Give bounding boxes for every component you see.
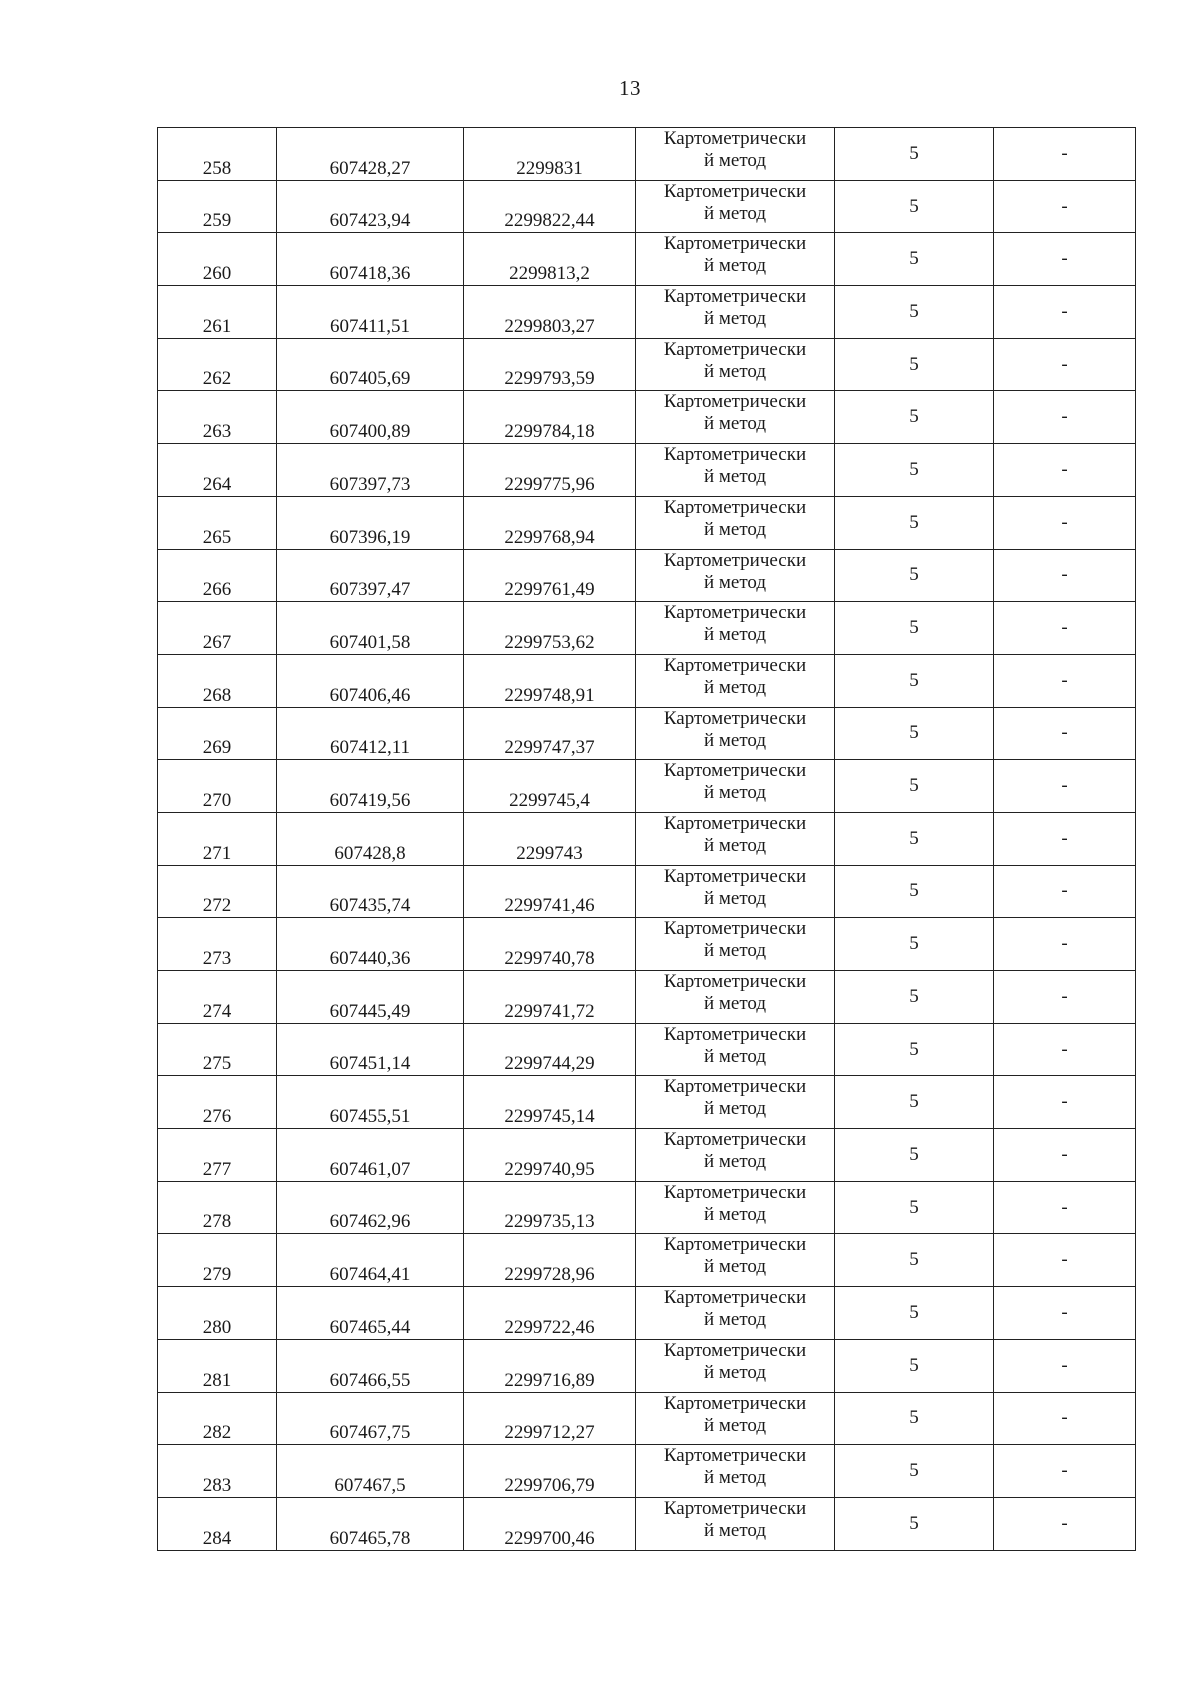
table-row — [158, 496, 1136, 549]
x-coordinate-cell: 607455,51 — [277, 1076, 464, 1129]
table-row — [158, 865, 1136, 918]
method-cell — [636, 233, 835, 286]
accuracy-cell: 5 — [835, 496, 994, 549]
note-cell: - — [994, 1445, 1136, 1498]
x-coordinate-cell: 607464,41 — [277, 1234, 464, 1287]
x-coordinate-cell: 607462,96 — [277, 1181, 464, 1234]
table-row — [158, 1392, 1136, 1445]
note-cell: - — [994, 286, 1136, 339]
x-coordinate-cell: 607401,58 — [277, 602, 464, 655]
method-line-1: Картометрически — [663, 1392, 807, 1414]
method-line-2: й метод — [703, 466, 767, 488]
method-line-2: й метод — [703, 1467, 767, 1489]
method-cell — [636, 1181, 835, 1234]
note-cell: - — [994, 1076, 1136, 1129]
accuracy-cell: 5 — [835, 1445, 994, 1498]
method-cell — [636, 1129, 835, 1182]
x-coordinate-cell: 607418,36 — [277, 233, 464, 286]
y-coordinate-cell: 2299747,37 — [464, 707, 636, 760]
coordinates-table-body — [158, 128, 1136, 1551]
table-row — [158, 1234, 1136, 1287]
point-number-cell: 261 — [158, 286, 277, 339]
method-line-1: Картометрически — [663, 654, 807, 676]
method-line-1: Картометрически — [663, 391, 807, 413]
x-coordinate-cell: 607396,19 — [277, 496, 464, 549]
method-line-1: Картометрически — [663, 1023, 807, 1045]
table-row — [158, 286, 1136, 339]
method-line-2: й метод — [703, 150, 767, 171]
method-line-2: й метод — [703, 1414, 767, 1436]
note-cell: - — [994, 338, 1136, 391]
table-row — [158, 180, 1136, 233]
accuracy-cell: 5 — [835, 1497, 994, 1550]
y-coordinate-cell: 2299822,44 — [464, 180, 636, 233]
point-number-cell: 279 — [158, 1234, 277, 1287]
point-number-cell: 260 — [158, 233, 277, 286]
point-number-cell: 273 — [158, 918, 277, 971]
method-line-1: Картометрически — [663, 971, 807, 992]
point-number-cell: 270 — [158, 760, 277, 813]
note-cell: - — [994, 602, 1136, 655]
note-cell: - — [994, 1023, 1136, 1076]
accuracy-cell: 5 — [835, 128, 994, 181]
method-cell — [636, 128, 835, 181]
x-coordinate-cell: 607451,14 — [277, 1023, 464, 1076]
y-coordinate-cell: 2299735,13 — [464, 1181, 636, 1234]
table-row — [158, 444, 1136, 497]
table-row — [158, 654, 1136, 707]
x-coordinate-cell: 607445,49 — [277, 971, 464, 1024]
note-cell: - — [994, 233, 1136, 286]
y-coordinate-cell: 2299722,46 — [464, 1287, 636, 1340]
y-coordinate-cell: 2299700,46 — [464, 1497, 636, 1550]
table-row — [158, 971, 1136, 1024]
method-cell — [636, 1023, 835, 1076]
method-line-2: й метод — [703, 202, 767, 224]
method-line-1: Картометрически — [663, 1339, 807, 1361]
point-number-cell: 278 — [158, 1181, 277, 1234]
table-row — [158, 1287, 1136, 1340]
table-row — [158, 1023, 1136, 1076]
table-row — [158, 338, 1136, 391]
y-coordinate-cell: 2299741,46 — [464, 865, 636, 918]
point-number-cell: 284 — [158, 1497, 277, 1550]
y-coordinate-cell: 2299716,89 — [464, 1339, 636, 1392]
table-row — [158, 549, 1136, 602]
method-line-1: Картометрически — [663, 602, 807, 624]
accuracy-cell: 5 — [835, 1392, 994, 1445]
note-cell: - — [994, 707, 1136, 760]
method-cell — [636, 1339, 835, 1392]
table-row — [158, 707, 1136, 760]
y-coordinate-cell: 2299745,14 — [464, 1076, 636, 1129]
table-row — [158, 918, 1136, 971]
x-coordinate-cell: 607461,07 — [277, 1129, 464, 1182]
method-line-1: Картометрически — [663, 1287, 807, 1309]
x-coordinate-cell: 607412,11 — [277, 707, 464, 760]
method-line-1: Картометрически — [663, 760, 807, 782]
table-row — [158, 391, 1136, 444]
method-line-2: й метод — [703, 834, 767, 856]
method-line-2: й метод — [703, 993, 767, 1014]
point-number-cell: 259 — [158, 180, 277, 233]
table-row — [158, 233, 1136, 286]
method-line-1: Картометрически — [663, 549, 807, 571]
accuracy-cell: 5 — [835, 602, 994, 655]
x-coordinate-cell: 607423,94 — [277, 180, 464, 233]
method-cell — [636, 1392, 835, 1445]
note-cell: - — [994, 180, 1136, 233]
method-cell — [636, 654, 835, 707]
accuracy-cell: 5 — [835, 1287, 994, 1340]
method-cell — [636, 1076, 835, 1129]
method-cell — [636, 918, 835, 971]
point-number-cell: 276 — [158, 1076, 277, 1129]
table-row — [158, 1129, 1136, 1182]
method-line-2: й метод — [703, 1361, 767, 1383]
point-number-cell: 271 — [158, 812, 277, 865]
method-cell — [636, 865, 835, 918]
y-coordinate-cell: 2299706,79 — [464, 1445, 636, 1498]
point-number-cell: 258 — [158, 128, 277, 181]
method-cell — [636, 971, 835, 1024]
y-coordinate-cell: 2299753,62 — [464, 602, 636, 655]
y-coordinate-cell: 2299744,29 — [464, 1023, 636, 1076]
point-number-cell: 277 — [158, 1129, 277, 1182]
page-number: 13 — [619, 76, 641, 100]
y-coordinate-cell: 2299712,27 — [464, 1392, 636, 1445]
accuracy-cell: 5 — [835, 1129, 994, 1182]
method-line-2: й метод — [703, 887, 767, 909]
accuracy-cell: 5 — [835, 391, 994, 444]
method-cell — [636, 1234, 835, 1287]
method-line-2: й метод — [703, 413, 767, 435]
method-line-1: Картометрически — [663, 1076, 807, 1098]
point-number-cell: 275 — [158, 1023, 277, 1076]
method-line-1: Картометрически — [663, 496, 807, 518]
point-number-cell: 281 — [158, 1339, 277, 1392]
table-row — [158, 128, 1136, 181]
method-line-2: й метод — [703, 782, 767, 804]
y-coordinate-cell: 2299745,4 — [464, 760, 636, 813]
coordinates-table — [157, 127, 1136, 1551]
x-coordinate-cell: 607406,46 — [277, 654, 464, 707]
accuracy-cell: 5 — [835, 1181, 994, 1234]
note-cell: - — [994, 1497, 1136, 1550]
note-cell: - — [994, 654, 1136, 707]
method-cell — [636, 549, 835, 602]
method-line-1: Картометрически — [663, 1129, 807, 1151]
method-cell — [636, 602, 835, 655]
accuracy-cell: 5 — [835, 1234, 994, 1287]
method-cell — [636, 286, 835, 339]
note-cell: - — [994, 496, 1136, 549]
y-coordinate-cell: 2299768,94 — [464, 496, 636, 549]
accuracy-cell: 5 — [835, 865, 994, 918]
y-coordinate-cell: 2299831 — [464, 128, 636, 181]
note-cell: - — [994, 918, 1136, 971]
method-line-2: й метод — [703, 1151, 767, 1173]
method-line-2: й метод — [703, 940, 767, 962]
table-row — [158, 1445, 1136, 1498]
y-coordinate-cell: 2299775,96 — [464, 444, 636, 497]
table-row — [158, 1076, 1136, 1129]
accuracy-cell: 5 — [835, 549, 994, 602]
method-cell — [636, 338, 835, 391]
note-cell: - — [994, 1234, 1136, 1287]
y-coordinate-cell: 2299793,59 — [464, 338, 636, 391]
x-coordinate-cell: 607428,8 — [277, 812, 464, 865]
point-number-cell: 280 — [158, 1287, 277, 1340]
accuracy-cell: 5 — [835, 971, 994, 1024]
accuracy-cell: 5 — [835, 444, 994, 497]
method-line-2: й метод — [703, 360, 767, 382]
method-line-1: Картометрически — [663, 286, 807, 308]
accuracy-cell: 5 — [835, 338, 994, 391]
x-coordinate-cell: 607397,73 — [277, 444, 464, 497]
table-row — [158, 602, 1136, 655]
note-cell: - — [994, 1181, 1136, 1234]
method-line-1: Картометрически — [663, 444, 807, 466]
y-coordinate-cell: 2299741,72 — [464, 971, 636, 1024]
x-coordinate-cell: 607467,5 — [277, 1445, 464, 1498]
method-line-1: Картометрически — [663, 1234, 807, 1256]
method-cell — [636, 180, 835, 233]
method-cell — [636, 760, 835, 813]
method-line-2: й метод — [703, 1045, 767, 1067]
accuracy-cell: 5 — [835, 918, 994, 971]
method-cell — [636, 707, 835, 760]
method-cell — [636, 1445, 835, 1498]
x-coordinate-cell: 607419,56 — [277, 760, 464, 813]
method-cell — [636, 1497, 835, 1550]
note-cell: - — [994, 971, 1136, 1024]
accuracy-cell: 5 — [835, 1023, 994, 1076]
point-number-cell: 269 — [158, 707, 277, 760]
method-line-1: Картометрически — [663, 1445, 807, 1467]
x-coordinate-cell: 607465,78 — [277, 1497, 464, 1550]
method-line-2: й метод — [703, 1256, 767, 1278]
point-number-cell: 268 — [158, 654, 277, 707]
method-line-1: Картометрически — [663, 338, 807, 360]
x-coordinate-cell: 607440,36 — [277, 918, 464, 971]
note-cell: - — [994, 1339, 1136, 1392]
method-line-2: й метод — [703, 1309, 767, 1331]
point-number-cell: 264 — [158, 444, 277, 497]
method-line-2: й метод — [703, 1519, 767, 1541]
note-cell: - — [994, 391, 1136, 444]
note-cell: - — [994, 444, 1136, 497]
x-coordinate-cell: 607397,47 — [277, 549, 464, 602]
x-coordinate-cell: 607400,89 — [277, 391, 464, 444]
method-line-2: й метод — [703, 676, 767, 698]
table-row — [158, 1497, 1136, 1550]
method-line-1: Картометрически — [663, 865, 807, 887]
method-cell — [636, 391, 835, 444]
y-coordinate-cell: 2299728,96 — [464, 1234, 636, 1287]
note-cell: - — [994, 128, 1136, 181]
y-coordinate-cell: 2299761,49 — [464, 549, 636, 602]
y-coordinate-cell: 2299813,2 — [464, 233, 636, 286]
method-line-2: й метод — [703, 624, 767, 646]
point-number-cell: 282 — [158, 1392, 277, 1445]
table-row — [158, 1339, 1136, 1392]
method-line-2: й метод — [703, 1098, 767, 1120]
point-number-cell: 263 — [158, 391, 277, 444]
method-line-1: Картометрически — [663, 233, 807, 255]
note-cell: - — [994, 865, 1136, 918]
accuracy-cell: 5 — [835, 180, 994, 233]
table-row — [158, 1181, 1136, 1234]
method-line-1: Картометрически — [663, 128, 807, 149]
method-line-1: Картометрически — [663, 1497, 807, 1519]
method-line-1: Картометрически — [663, 812, 807, 834]
method-line-2: й метод — [703, 1203, 767, 1225]
note-cell: - — [994, 760, 1136, 813]
point-number-cell: 262 — [158, 338, 277, 391]
method-line-2: й метод — [703, 518, 767, 540]
table-row — [158, 812, 1136, 865]
note-cell: - — [994, 1392, 1136, 1445]
accuracy-cell: 5 — [835, 233, 994, 286]
y-coordinate-cell: 2299743 — [464, 812, 636, 865]
method-line-2: й метод — [703, 255, 767, 277]
method-cell — [636, 444, 835, 497]
note-cell: - — [994, 1287, 1136, 1340]
point-number-cell: 274 — [158, 971, 277, 1024]
method-line-1: Картометрически — [663, 1181, 807, 1203]
x-coordinate-cell: 607466,55 — [277, 1339, 464, 1392]
x-coordinate-cell: 607435,74 — [277, 865, 464, 918]
point-number-cell: 265 — [158, 496, 277, 549]
point-number-cell: 272 — [158, 865, 277, 918]
x-coordinate-cell: 607428,27 — [277, 128, 464, 181]
x-coordinate-cell: 607411,51 — [277, 286, 464, 339]
accuracy-cell: 5 — [835, 707, 994, 760]
y-coordinate-cell: 2299740,78 — [464, 918, 636, 971]
accuracy-cell: 5 — [835, 1339, 994, 1392]
accuracy-cell: 5 — [835, 812, 994, 865]
method-line-2: й метод — [703, 571, 767, 593]
y-coordinate-cell: 2299740,95 — [464, 1129, 636, 1182]
note-cell: - — [994, 1129, 1136, 1182]
method-cell — [636, 496, 835, 549]
x-coordinate-cell: 607405,69 — [277, 338, 464, 391]
method-line-2: й метод — [703, 308, 767, 330]
point-number-cell: 283 — [158, 1445, 277, 1498]
table-row — [158, 760, 1136, 813]
y-coordinate-cell: 2299784,18 — [464, 391, 636, 444]
note-cell: - — [994, 812, 1136, 865]
method-line-1: Картометрически — [663, 180, 807, 202]
method-cell — [636, 812, 835, 865]
method-line-2: й метод — [703, 729, 767, 751]
accuracy-cell: 5 — [835, 760, 994, 813]
note-cell: - — [994, 549, 1136, 602]
method-line-1: Картометрически — [663, 707, 807, 729]
point-number-cell: 266 — [158, 549, 277, 602]
x-coordinate-cell: 607467,75 — [277, 1392, 464, 1445]
accuracy-cell: 5 — [835, 654, 994, 707]
y-coordinate-cell: 2299748,91 — [464, 654, 636, 707]
method-line-1: Картометрически — [663, 918, 807, 940]
point-number-cell: 267 — [158, 602, 277, 655]
accuracy-cell: 5 — [835, 286, 994, 339]
method-cell — [636, 1287, 835, 1340]
x-coordinate-cell: 607465,44 — [277, 1287, 464, 1340]
accuracy-cell: 5 — [835, 1076, 994, 1129]
y-coordinate-cell: 2299803,27 — [464, 286, 636, 339]
